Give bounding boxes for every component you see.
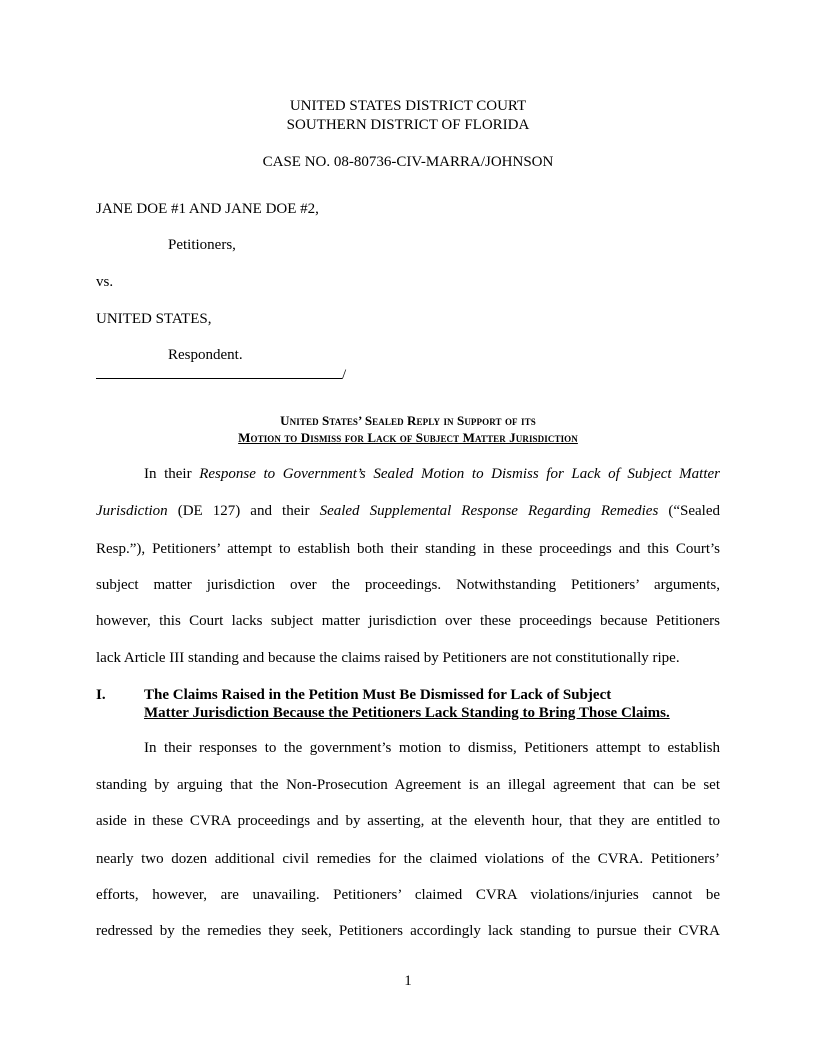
caption-rule-end: / [342,367,347,383]
caption-rule [96,364,346,384]
paragraph-1-line-5: however, this Court lacks subject matter jurisdiction over these proceedings because Petitioners [96,613,720,629]
paragraph-2-line-3: aside in these CVRA proceedings and by asserting, at the eleventh hour, that they are entitled to [96,813,720,829]
paragraph-2-line-5: efforts, however, are unavailing. Petitioners’ claimed CVRA violations/injuries cannot be [96,887,720,903]
paragraph-2-line-6: redressed by the remedies they seek, Petitioners accordingly lack standing to pursue their CVRA [96,923,720,939]
paragraph-1-line-3: Resp.”), Petitioners’ attempt to establish both their standing in these proceedings and this Court’s [96,541,720,557]
page-number: 1 [404,973,412,989]
case-number: CASE NO. 08-80736-CIV-MARRA/JOHNSON [262,154,554,170]
paragraph-1-line-1 [96,465,720,483]
document-title-line2: Motion to Dismiss for Lack of Subject Matter Jurisdiction [238,430,578,445]
document-title-line1: United States’ Sealed Reply in Support of its [280,413,536,428]
p1-text: In their [144,466,200,482]
p1-cited-title-2: Sealed Supplemental Response Regarding Remedies [319,503,659,519]
p1-text: (“Sealed [658,503,720,519]
caption-respondent-role: Respondent. [168,347,243,363]
section-number: I. [96,687,106,703]
caption-petitioners: JANE DOE #1 AND JANE DOE #2, [96,201,319,217]
caption-rule-line [96,364,342,379]
court-name: UNITED STATES DISTRICT COURT [289,98,527,114]
section-heading-line2: Matter Jurisdiction Because the Petitioners Lack Standing to Bring Those Claims. [144,705,670,721]
caption-petitioners-role: Petitioners, [168,237,236,253]
paragraph-2-line-2: standing by arguing that the Non-Prosecution Agreement is an illegal agreement that can be set [96,777,720,793]
paragraph-1-line-6: lack Article III standing and because the claims raised by Petitioners are not constitutionally ripe. [96,650,680,666]
paragraph-2-line-1: In their responses to the government’s motion to dismiss, Petitioners attempt to establish [144,740,720,756]
paragraph-2-line-4: nearly two dozen additional civil remedies for the claimed violations of the CVRA. Petitioners’ [96,851,720,867]
paragraph-1-line-2 [96,502,720,520]
paragraph-1-line-4: subject matter jurisdiction over the proceedings. Notwithstanding Petitioners’ arguments, [96,577,720,593]
caption-versus: vs. [96,274,114,290]
court-district: SOUTHERN DISTRICT OF FLORIDA [286,117,530,133]
section-heading-line1: The Claims Raised in the Petition Must Be Dismissed for Lack of Subject [144,687,612,703]
caption-respondent: UNITED STATES, [96,311,212,327]
p1-text: (DE 127) and their [167,503,320,519]
p1-cited-title: Response to Government’s Sealed Motion to Dismiss for Lack of Subject Matter [199,466,721,482]
p1-cited-title-cont: Jurisdiction [96,503,168,519]
